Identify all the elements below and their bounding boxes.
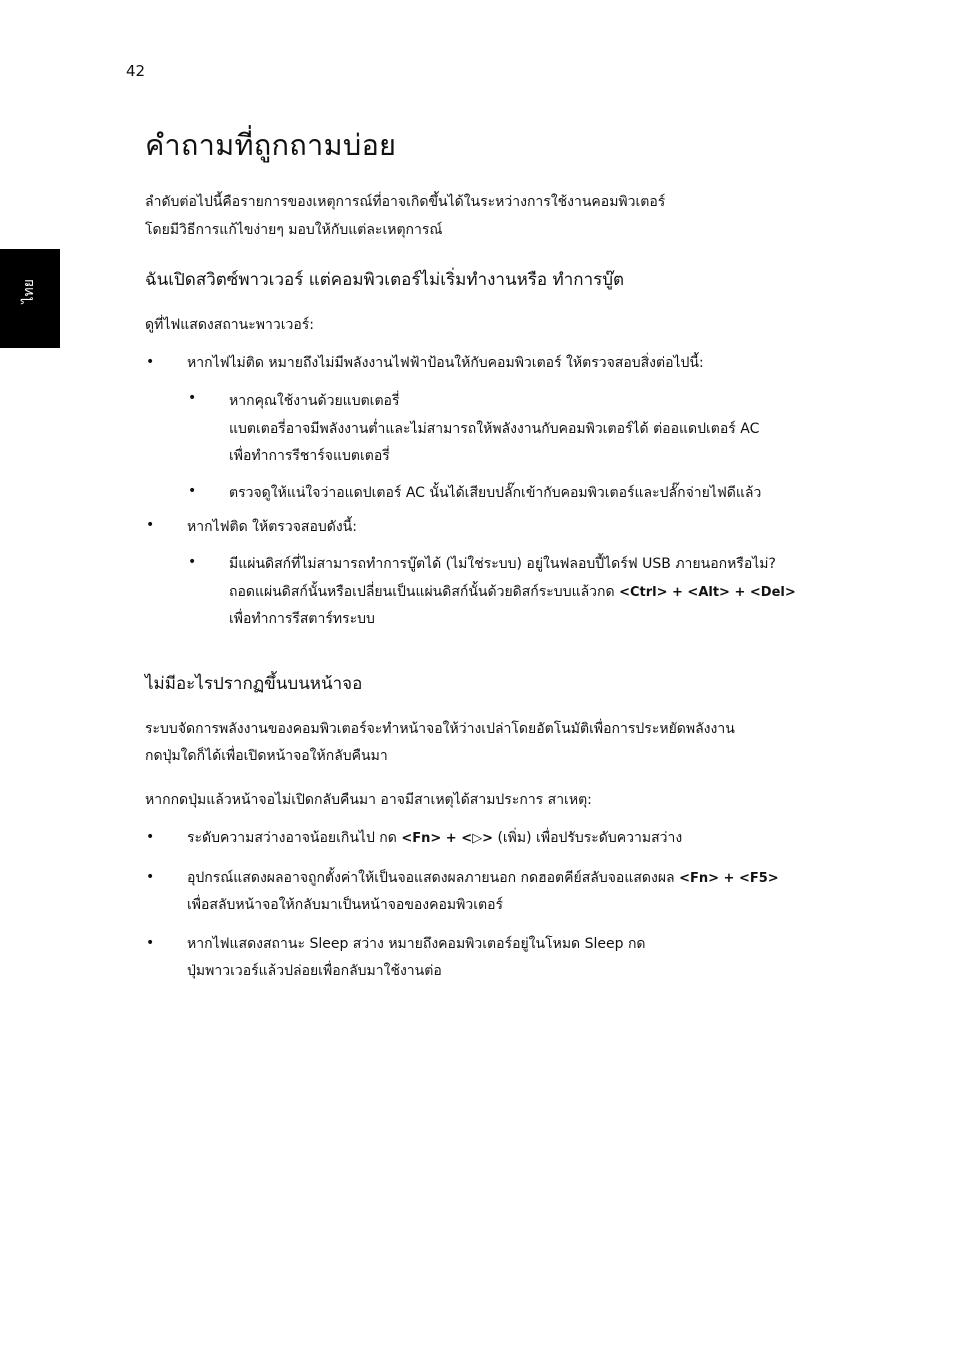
ctrl-alt-del-keys: <Ctrl> + <Alt> + <Del> [619,585,796,600]
bullet: • [188,390,197,406]
display-bullet-1 [187,825,682,852]
page-number: 42 [126,62,146,80]
display-bullet-1-post: (เพิ่ม) เพื่อปรับระดับความสว่าง [497,830,683,846]
power-sub-1-line-1: หากคุณใช้งานด้วยแบตเตอรี่ [229,393,400,409]
power-bullet-2: หากไฟติด ให้ตรวจสอบดังนี้: [187,519,357,535]
bullet: • [188,554,197,570]
bullet: • [146,829,155,845]
power-sub-3-line-3: เพื่อทำการรีสตาร์ทระบบ [229,611,375,627]
power-sub-1-line-3: เพื่อทำการรีชาร์จแบตเตอรี่ [229,448,390,464]
bullet: • [146,517,155,533]
display-bullet-1-pre: ระดับความสว่างอาจน้อยเกินไป กด [187,830,397,846]
display-bullet-3-line-2: ปุ่มพาวเวอร์แล้วปล่อยเพื่อกลับมาใช้งานต่อ [187,963,442,979]
page-title: คำถามที่ถูกถามบ่อย [145,128,397,162]
section-heading-power: ฉันเปิดสวิตซ์พาวเวอร์ แต่คอมพิวเตอร์ไม่เริ่มทำงานหรือ ทำการบู๊ต [145,270,625,290]
power-sub-3-text: ถอดแผ่นดิสก์นั้นหรือเปลี่ยนเป็นแผ่นดิสก์นั้นด้วยดิสก์ระบบแล้วกด [229,584,615,600]
power-sub-3-line-1: มีแผ่นดิสก์ที่ไม่สามารถทำการบู๊ตได้ (ไม่ใช่ระบบ) อยู่ในฟลอบปี้ไดร์ฟ USB ภายนอกหรือไม่? [229,556,776,572]
bullet: • [146,354,155,370]
section-heading-display: ไม่มีอะไรปรากฏขึ้นบนหน้าจอ [145,674,363,694]
display-bullet-2-line-1 [187,865,779,892]
display-para-1-line-2: กดปุ่มใดก็ได้เพื่อเปิดหน้าจอให้กลับคืนมา [145,748,388,764]
power-sub-1-line-2: แบตเตอรี่อาจมีพลังงานต่ำและไม่สามารถให้พลังงานกับคอมพิวเตอร์ได้ ต่ออแดปเตอร์ AC [229,421,760,437]
bullet: • [188,483,197,499]
bullet: • [146,869,155,885]
brightness-keys: <Fn> + <▷> [401,831,493,846]
power-sub-3-line-2 [229,579,796,606]
display-para-2: หากกดปุ่มแล้วหน้าจอไม่เปิดกลับคืนมา อาจมีสาเหตุได้สามประการ สาเหตุ: [145,792,592,808]
language-tab-label: ไทย [21,279,37,304]
display-bullet-3-line-1: หากไฟแสดงสถานะ Sleep สว่าง หมายถึงคอมพิวเตอร์อยู่ในโหมด Sleep กด [187,936,646,952]
intro-line-2: โดยมีวิธีการแก้ไขง่ายๆ มอบให้กับแต่ละเหตุการณ์ [145,222,443,238]
display-bullet-2-pre: อุปกรณ์แสดงผลอาจถูกตั้งค่าให้เป็นจอแสดงผลภายนอก กดฮอตคีย์สลับจอแสดงผล [187,870,675,886]
power-sub-2: ตรวจดูให้แน่ใจว่าอแดปเตอร์ AC นั้นได้เสียบปลั๊กเข้ากับคอมพิวเตอร์และปลั๊กจ่ายไฟดีแล้ว [229,485,762,501]
power-bullet-1: หากไฟไม่ติด หมายถึงไม่มีพลังงานไฟฟ้าป้อนให้กับคอมพิวเตอร์ ให้ตรวจสอบสิ่งต่อไปนี้: [187,355,704,371]
display-para-1-line-1: ระบบจัดการพลังงานของคอมพิวเตอร์จะทำหน้าจอให้ว่างเปล่าโดยอัตโนมัติเพื่อการประหยัดพลังงาน [145,721,735,737]
display-toggle-keys: <Fn> + <F5> [679,871,779,886]
bullet: • [146,935,155,951]
language-tab [0,249,60,348]
display-bullet-2-line-2: เพื่อสลับหน้าจอให้กลับมาเป็นหน้าจอของคอมพิวเตอร์ [187,897,504,913]
power-check-text: ดูที่ไฟแสดงสถานะพาวเวอร์: [145,317,314,333]
intro-line-1: ลำดับต่อไปนี้คือรายการของเหตุการณ์ที่อาจเกิดขึ้นได้ในระหว่างการใช้งานคอมพิวเตอร์ [145,194,666,210]
